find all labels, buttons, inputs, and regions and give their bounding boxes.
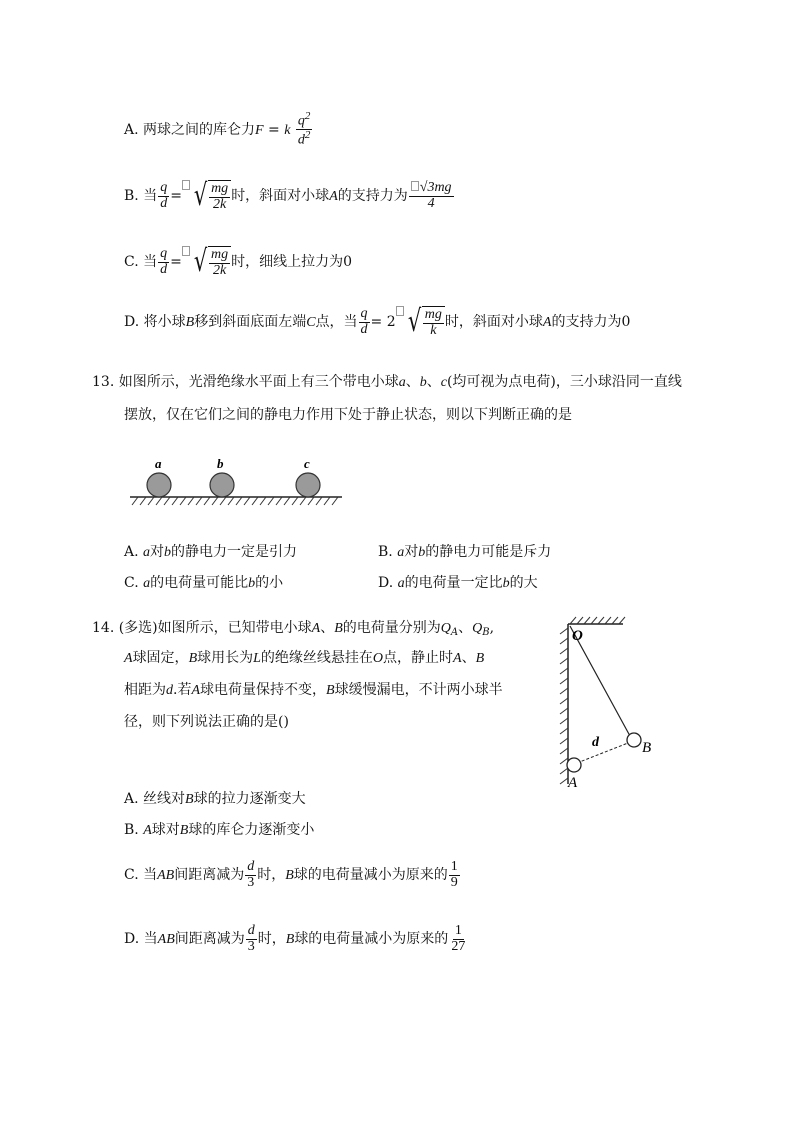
svg-text:B: B bbox=[642, 740, 652, 756]
svg-text:A: A bbox=[568, 775, 578, 791]
q12-option-a: A. 两球之间的库仑力F = k $\frac{q^2}{d^2}$ bbox=[124, 110, 311, 148]
q13-stem-line2: 摆放，仅在它们之间的静电力作用下处于静止状态，则以下判断正确的是 bbox=[124, 407, 572, 423]
ball-c bbox=[296, 473, 320, 497]
missing-glyph-icon bbox=[182, 246, 190, 256]
ball-b bbox=[210, 473, 234, 497]
svg-text:d: d bbox=[592, 735, 599, 750]
q12-option-c: C. 当 $\frac{q}{d}$ = √ $\frac{mg}{2k}$ 时，细线上拉力为0 bbox=[124, 244, 353, 280]
q13-option-b: B. a对b的静电力可能是斥力 bbox=[378, 544, 552, 560]
label-a: a bbox=[155, 456, 162, 471]
missing-glyph-icon bbox=[411, 181, 419, 191]
ball-B bbox=[627, 733, 641, 747]
distance-line bbox=[577, 743, 628, 763]
q14-option-a: A. 丝线对B球的拉力逐渐变大 bbox=[124, 791, 306, 807]
q14-stem-line3: 相距为d.若A球电荷量保持不变，B球缓慢漏电，不计两小球半 bbox=[124, 682, 503, 698]
q13-option-c: C. a的电荷量可能比b的小 bbox=[124, 575, 284, 591]
q12-option-b: B. 当 $\frac{q}{d}$ = √ $\frac{mg}{2k}$ 时，斜面对小球A的支持力为 $\frac{√3mg}{4}$ bbox=[124, 178, 452, 214]
missing-glyph-icon bbox=[396, 306, 404, 316]
q14-option-d: D. 当AB间距离减为 $\frac{d}{3}$ 时，B球的电荷量减小为原来的 $\frac{1}{27}$ bbox=[124, 923, 466, 954]
q14-stem-line1: 14. (多选)如图所示，已知带电小球A、B的电荷量分别为$Q_A$、$Q_B$, bbox=[92, 620, 495, 638]
q13-option-a: A. a对b的静电力一定是引力 bbox=[124, 544, 298, 560]
q14-stem-line4: 径，则下列说法正确的是() bbox=[124, 714, 289, 730]
label-c: c bbox=[304, 456, 310, 471]
q13-figure bbox=[126, 455, 346, 511]
q13-option-d: D. a的电荷量一定比b的大 bbox=[378, 575, 538, 591]
q13-stem-line1: 13. 如图所示，光滑绝缘水平面上有三个带电小球a、b、c(均可视为点电荷)，三小球沿同一直线 bbox=[92, 374, 682, 390]
missing-glyph-icon bbox=[182, 180, 190, 190]
q14-stem-line2: A球固定，B球用长为L的绝缘丝线悬挂在O点，静止时A、B bbox=[124, 650, 485, 666]
label-b: b bbox=[217, 456, 224, 471]
ball-A bbox=[567, 758, 581, 772]
q12-option-d: D. 将小球B移到斜面底面左端C点，当 $\frac{q}{d}$ = 2 √ $\frac{mg}{k}$ 时，斜面对小球A的支持力为0 bbox=[124, 304, 631, 340]
ball-a bbox=[147, 473, 171, 497]
q14-option-c: C. 当AB间距离减为 $\frac{d}{3}$ 时，B球的电荷量减小为原来的 $\frac{1}{9}$ bbox=[124, 859, 458, 890]
svg-text:O: O bbox=[572, 628, 583, 644]
q14-option-b: B. A球对B球的库仑力逐渐变小 bbox=[124, 822, 315, 838]
q14-figure bbox=[548, 612, 668, 792]
